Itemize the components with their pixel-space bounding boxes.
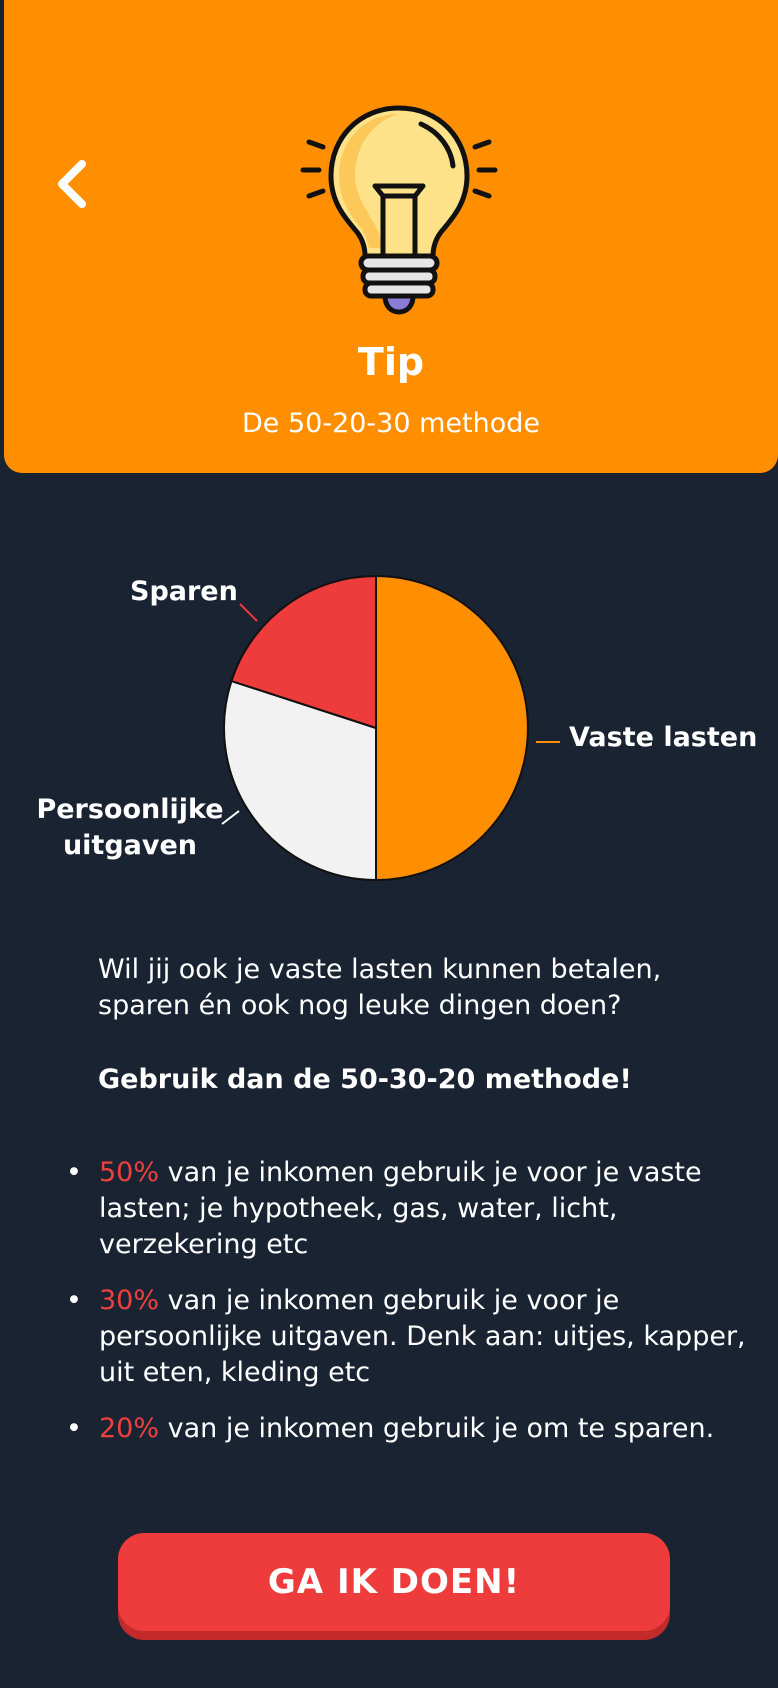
pie-label-line-1: Persoonlijke bbox=[36, 794, 224, 825]
bullet-item bbox=[66, 1155, 756, 1263]
header bbox=[4, 0, 778, 473]
bullet-text: van je inkomen gebruik je voor je persoonlijke uitgaven. Denk aan: uitjes, kapper, uit eten, kleding etc bbox=[99, 1285, 746, 1388]
page-title: Tip bbox=[357, 340, 425, 384]
bullet-item bbox=[66, 1411, 756, 1447]
bullet-text: van je inkomen gebruik je om te sparen. bbox=[159, 1413, 715, 1444]
pie-label-persoonlijke-uitgaven bbox=[30, 792, 230, 864]
back-button[interactable] bbox=[44, 152, 100, 216]
intro-bold-text: Gebruik dan de 50-30-20 methode! bbox=[98, 1064, 632, 1095]
pie-leader-line bbox=[240, 604, 257, 621]
pie-label-sparen: Sparen bbox=[130, 576, 238, 607]
pie-label-line-2: uitgaven bbox=[62, 830, 198, 861]
page-subtitle: De 50-20-30 methode bbox=[241, 408, 540, 439]
bullet-percent: 30% bbox=[99, 1285, 160, 1316]
pie-label-vaste-lasten: Vaste lasten bbox=[569, 722, 758, 753]
ga-ik-doen-button[interactable]: GA IK DOEN! bbox=[118, 1533, 670, 1631]
bullet-percent: 50% bbox=[99, 1157, 160, 1188]
bullet-text: van je inkomen gebruik je voor je vaste lasten; je hypotheek, gas, water, licht, verzekering etc bbox=[99, 1157, 702, 1260]
chevron-left-icon bbox=[52, 158, 92, 210]
pie-slice-vaste-lasten bbox=[376, 576, 528, 880]
bullet-item bbox=[66, 1283, 756, 1391]
bullet-list bbox=[66, 1155, 756, 1467]
bullet-percent: 20% bbox=[99, 1413, 160, 1444]
lightbulb-icon bbox=[299, 100, 499, 320]
intro-text: Wil jij ook je vaste lasten kunnen betalen, sparen én ook nog leuke dingen doen? bbox=[98, 954, 662, 1021]
